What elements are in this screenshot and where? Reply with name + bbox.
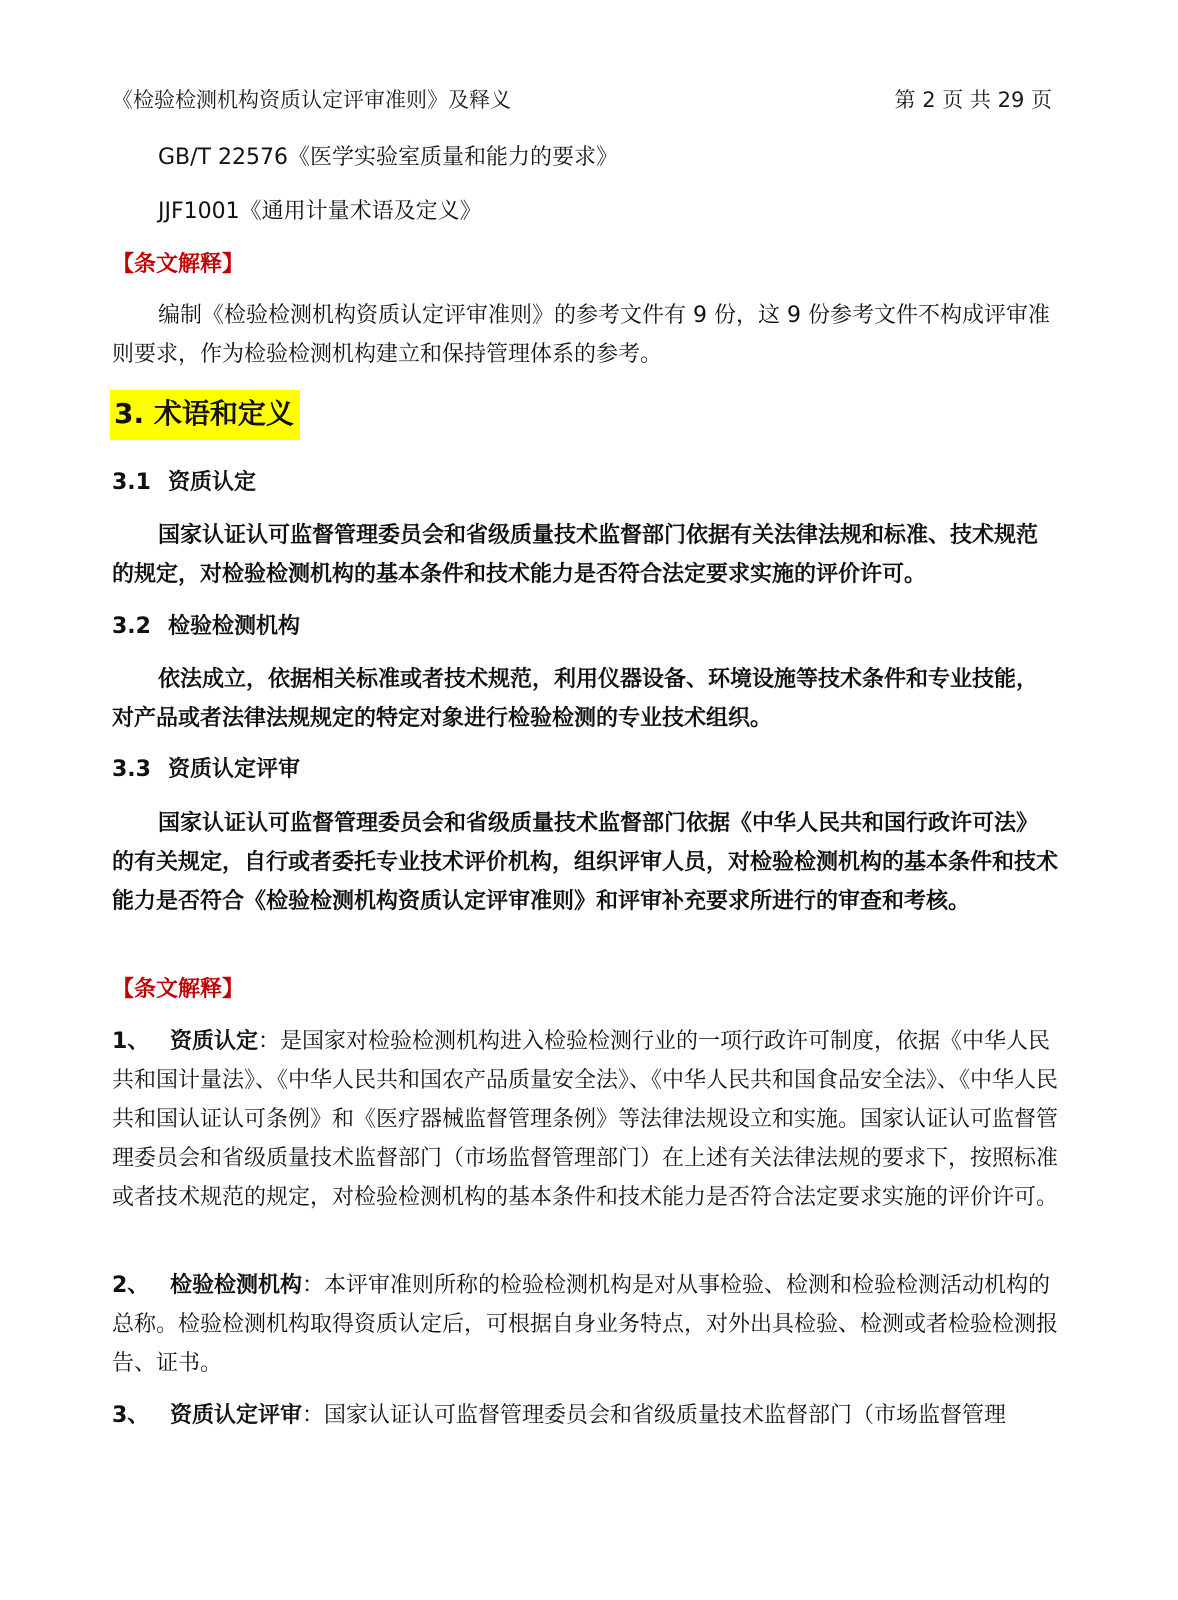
section-heading-terms: 3. 术语和定义 (110, 390, 300, 440)
explanation-label: 【条文解释】 (112, 252, 245, 277)
item-number: 3、 (112, 1403, 150, 1428)
reference-gbt22576: GB/T 22576《医学实验室质量和能力的要求》 (158, 145, 618, 170)
explanation-item (112, 1396, 1058, 1435)
definition-number: 3.2 (112, 614, 151, 639)
definition-title: 资质认定 (168, 470, 257, 495)
reference-jjf1001: JJF1001《通用计量术语及定义》 (158, 199, 482, 224)
item-text: ：本评审准则所称的检验检测机构是对从事检验、检测和检验检测活动机构的总称。检验检测机构取得资质认定后，可根据自身业务特点，对外出具检验、检测或者检验检测报告、证书。 (112, 1273, 1059, 1376)
definition-number: 3.3 (112, 757, 151, 782)
explanation-item (112, 1022, 1058, 1217)
item-number: 2、 (112, 1273, 150, 1298)
explanation-paragraph: 编制《检验检测机构资质认定评审准则》的参考文件有 9 份，这 9 份参考文件不构成评审准则要求，作为检验检测机构建立和保持管理体系的参考。 (112, 303, 1050, 367)
document-title: 《检验检测机构资质认定评审准则》及释义 (112, 88, 511, 112)
item-term: 资质认定评审 (170, 1403, 303, 1428)
explanation-item (112, 1266, 1058, 1383)
definition-heading (112, 468, 256, 498)
definition-number: 3.1 (112, 470, 151, 495)
item-text: ：是国家对检验检测机构进入检验检测行业的一项行政许可制度，依据《中华人民共和国计量法》、《中华人民共和国农产品质量安全法》、《中华人民共和国食品安全法》、《中华人民共和国认证认可条例》和《医疗器械监督管理条例》等法律法规设立和实施。国家认证认可监督管理委员会和省级质量技术监督部门（市场监督管理部门）在上述有关法律法规的要求下，按照标准或者技术规范的规定，对检验检测机构的基本条件和技术能力是否符合法定要求实施的评价许可。 (112, 1029, 1059, 1210)
item-number: 1、 (112, 1029, 150, 1054)
definition-body: 国家认证认可监督管理委员会和省级质量技术监督部门依据有关法律法规和标准、技术规范的规定，对检验检测机构的基本条件和技术能力是否符合法定要求实施的评价许可。 (112, 523, 1039, 587)
item-text: ：国家认证认可监督管理委员会和省级质量技术监督部门（市场监督管理 (302, 1403, 1007, 1428)
definition-body: 国家认证认可监督管理委员会和省级质量技术监督部门依据《中华人民共和国行政许可法》的有关规定，自行或者委托专业技术评价机构，组织评审人员，对检验检测机构的基本条件和技术能力是否符合《检验检测机构资质认定评审准则》和评审补充要求所进行的审查和考核。 (112, 811, 1059, 914)
page-header (112, 84, 1052, 114)
definition-heading (112, 755, 300, 785)
explanation-label: 【条文解释】 (112, 977, 245, 1002)
item-term: 检验检测机构 (170, 1273, 303, 1298)
page-number: 第 2 页 共 29 页 (894, 88, 1052, 112)
definition-title: 资质认定评审 (168, 757, 301, 782)
definition-body: 依法成立，依据相关标准或者技术规范，利用仪器设备、环境设施等技术条件和专业技能，对产品或者法律法规规定的特定对象进行检验检测的专业技术组织。 (112, 667, 1039, 731)
definition-title: 检验检测机构 (168, 614, 301, 639)
item-term: 资质认定 (170, 1029, 259, 1054)
definition-heading (112, 612, 300, 642)
